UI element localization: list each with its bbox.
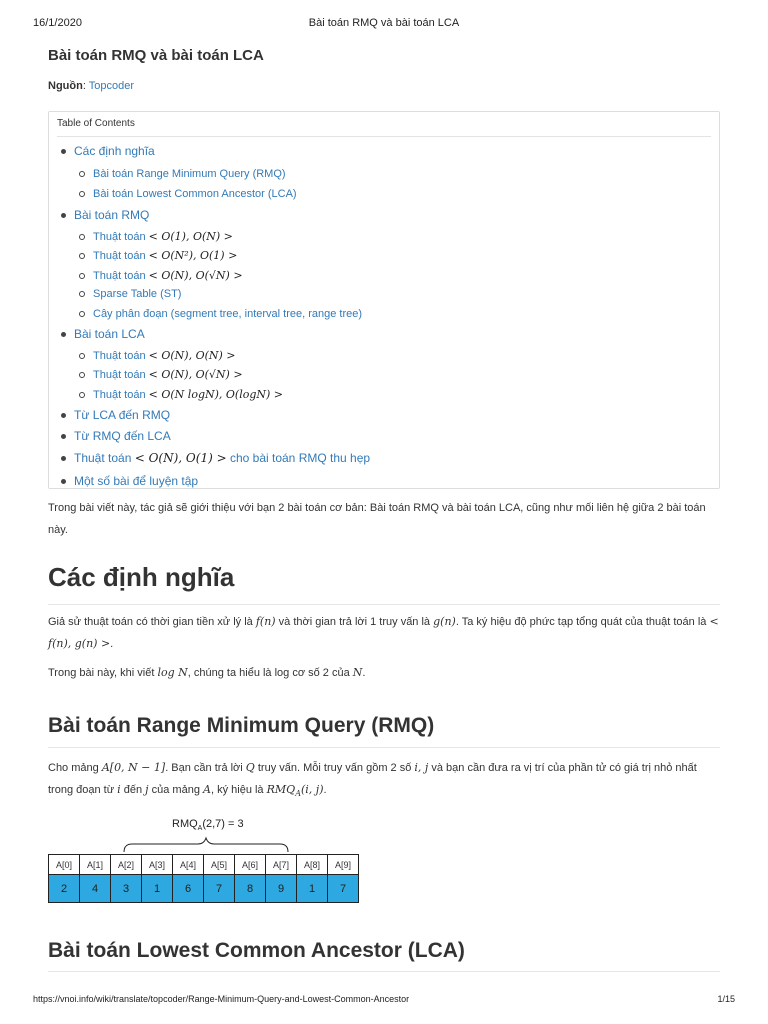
source-line: Nguồn: Topcoder <box>48 80 135 92</box>
table-of-contents <box>48 111 720 489</box>
toc-item[interactable] <box>79 368 243 381</box>
array-index-cell: A[0] <box>49 855 80 875</box>
array-index-cell: A[1] <box>80 855 111 875</box>
footer-url: https://vnoi.info/wiki/translate/topcoder/Range-Minimum-Query-and-Lowest-Common-Ancestor <box>33 994 410 1004</box>
page-title: Bài toán RMQ và bài toán LCA <box>48 47 264 64</box>
array-value-cell: 1 <box>142 875 173 903</box>
toc-item[interactable] <box>79 188 297 200</box>
source-link[interactable]: Topcoder <box>88 80 135 92</box>
print-date: 16/1/2020 <box>33 17 82 29</box>
section-rule <box>48 604 720 605</box>
array-value-cell: 2 <box>49 875 80 903</box>
toc-link[interactable]: Từ LCA đến RMQ <box>74 408 171 422</box>
array-index-cell: A[5] <box>204 855 235 875</box>
toc-item[interactable] <box>79 168 286 180</box>
toc-item[interactable] <box>79 230 233 243</box>
bullet-icon <box>79 311 85 317</box>
toc-item[interactable] <box>61 208 149 222</box>
toc-link[interactable]: Thuật toán < O(N), O(N) > <box>93 349 236 362</box>
toc-item[interactable] <box>61 474 198 488</box>
toc-item[interactable] <box>61 451 370 465</box>
array-index-cell: A[9] <box>328 855 359 875</box>
toc-item[interactable] <box>61 327 145 341</box>
index-row <box>49 855 359 875</box>
toc-link[interactable]: Cây phân đoạn (segment tree, interval tree, range tree) <box>93 308 363 320</box>
section-rule <box>48 971 720 972</box>
section-heading-rmq: Bài toán Range Minimum Query (RMQ) <box>48 714 435 737</box>
array-value-cell: 3 <box>111 875 142 903</box>
array-value-cell: 4 <box>80 875 111 903</box>
array-value-cell: 1 <box>297 875 328 903</box>
array-value-cell: 7 <box>204 875 235 903</box>
toc-link[interactable]: Thuật toán < O(1), O(N) > <box>93 230 233 243</box>
bullet-icon <box>79 191 85 197</box>
rmq-figure-label: $RMQ_A(2,7) = 3$ <box>172 818 244 833</box>
toc-item[interactable] <box>79 308 362 320</box>
bullet-icon <box>79 234 85 240</box>
bullet-icon <box>79 353 85 359</box>
array-value-cell: 6 <box>173 875 204 903</box>
bullet-icon <box>61 213 66 218</box>
toc-link[interactable]: Sparse Table (ST) <box>93 288 182 300</box>
toc-divider <box>57 136 711 137</box>
source-label: Nguồn <box>48 80 83 92</box>
toc-title: Table of Contents <box>57 118 135 129</box>
array-index-cell: A[7] <box>266 855 297 875</box>
toc-link[interactable]: Thuật toán < O(N), O(√N) > <box>93 269 243 282</box>
array-index-cell: A[4] <box>173 855 204 875</box>
bullet-icon <box>61 434 66 439</box>
toc-item[interactable] <box>61 408 170 422</box>
bullet-icon <box>61 332 66 337</box>
section-heading-lca: Bài toán Lowest Common Ancestor (LCA) <box>48 939 465 962</box>
intro-paragraph: Trong bài viết này, tác giả sẽ giới thiệu với bạn 2 bài toán cơ bản: Bài toán RMQ và bài toán LCA, cũng như mối liên hệ giữa 2 bài toán này. <box>48 502 706 536</box>
array-index-cell: A[2] <box>111 855 142 875</box>
print-header-title: Bài toán RMQ và bài toán LCA <box>308 17 460 29</box>
toc-link[interactable]: Bài toán Lowest Common Ancestor (LCA) <box>93 188 297 200</box>
bullet-icon <box>79 273 85 279</box>
toc-link[interactable]: Thuật toán < O(N), O(1) > cho bài toán RMQ thu hẹp <box>74 451 371 465</box>
toc-item[interactable] <box>61 429 171 443</box>
bullet-icon <box>61 456 66 461</box>
toc-item[interactable] <box>61 144 155 158</box>
toc-link[interactable]: Bài toán LCA <box>74 327 145 341</box>
definition-paragraph-2: Trong bài này, khi viết log N, chúng ta hiểu là log cơ số 2 của N. <box>48 666 366 679</box>
bullet-icon <box>61 413 66 418</box>
toc-link[interactable]: Bài toán RMQ <box>74 208 150 222</box>
bullet-icon <box>61 479 66 484</box>
footer-page-number: 1/15 <box>717 994 735 1004</box>
toc-item[interactable] <box>79 269 243 282</box>
bullet-icon <box>79 171 85 177</box>
section-rule <box>48 747 720 748</box>
rmq-array-figure <box>48 818 368 908</box>
array-index-cell: A[6] <box>235 855 266 875</box>
value-row <box>49 875 359 903</box>
definition-paragraph-1: Giả sử thuật toán có thời gian tiền xử lý là f(n) và thời gian trả lời 1 truy vấn là g(n). Ta ký hiệu độ phức tạp tổng quát của thuật toán là < f(n), g(n) >. <box>48 615 719 650</box>
bullet-icon <box>61 149 66 154</box>
bullet-icon <box>79 392 85 398</box>
array-index-cell: A[8] <box>297 855 328 875</box>
toc-link[interactable]: Thuật toán < O(N logN), O(logN) > <box>93 388 284 401</box>
array-table <box>48 854 359 903</box>
toc-item[interactable] <box>79 388 283 401</box>
bullet-icon <box>79 291 85 297</box>
array-value-cell: 7 <box>328 875 359 903</box>
toc-link[interactable]: Một số bài để luyện tập <box>74 474 199 488</box>
toc-link[interactable]: Từ RMQ đến LCA <box>74 429 171 443</box>
toc-link[interactable]: Thuật toán < O(N²), O(1) > <box>93 249 238 262</box>
bullet-icon <box>79 253 85 259</box>
bullet-icon <box>79 372 85 378</box>
array-index-cell: A[3] <box>142 855 173 875</box>
array-value-cell: 8 <box>235 875 266 903</box>
toc-item[interactable] <box>79 288 181 300</box>
toc-link[interactable]: Bài toán Range Minimum Query (RMQ) <box>93 168 286 180</box>
toc-item[interactable] <box>79 249 237 262</box>
section-heading-definitions: Các định nghĩa <box>48 562 235 592</box>
toc-item[interactable] <box>79 349 236 362</box>
rmq-paragraph: Cho mảng A[0, N − 1]. Bạn cần trả lời Q truy vấn. Mỗi truy vấn gồm 2 số i, j và bạn cần đưa ra vị trí của phần tử có giá trị nhỏ nhất trong đoạn từ i đến j của mảng A, ký hiệu là $RMQ_A(i$, j). <box>48 761 697 799</box>
toc-link[interactable]: Thuật toán < O(N), O(√N) > <box>93 368 243 381</box>
toc-link[interactable]: Các định nghĩa <box>74 144 155 158</box>
array-value-cell: 9 <box>266 875 297 903</box>
